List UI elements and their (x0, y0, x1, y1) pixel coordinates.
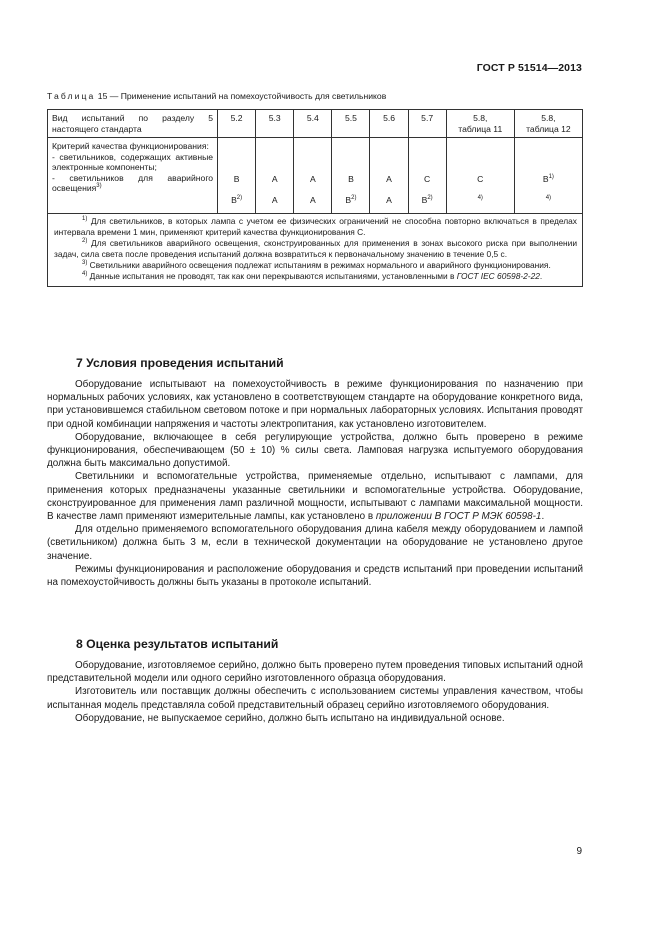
section-7-title: 7 Условия проведения испытаний (76, 356, 284, 370)
footnote-text: . (539, 271, 543, 282)
footnote-text: Светильники аварийного освещения подлежат испытаниям в режимах нормального и аварийного функционирования. (87, 260, 551, 271)
table-notes (48, 214, 583, 287)
criteria-cell (218, 138, 256, 214)
criteria-value-active: C (424, 174, 431, 184)
section-7-body (47, 378, 583, 589)
criteria-cell (408, 138, 446, 214)
col-header-line: таблица 11 (458, 123, 503, 134)
criteria-value-emergency: 4) (477, 195, 483, 201)
table-caption-word: Таблица (47, 91, 96, 101)
criteria-cell (446, 138, 514, 214)
criteria-line: - светильников, содержащих активные электронные компоненты; (52, 151, 214, 172)
paragraph-text: . (541, 511, 545, 523)
criteria-value-emergency: A (271, 195, 278, 205)
table-notes-row (48, 214, 583, 287)
footnote-text: Для светильников аварийного освещения, сконструированных для применения в зонах высокого риска при выполнении задач, сила света после проведения испытаний должна возвратиться к первоначальному значению в течение 0,5 с. (54, 238, 577, 260)
criteria-cell (256, 138, 294, 214)
paragraph (47, 470, 583, 523)
criteria-cell (370, 138, 408, 214)
criteria-cell (294, 138, 332, 214)
criteria-row (48, 138, 583, 214)
footnote-text: Для светильников, в которых лампа с учетом ее физических ограничений не способна повторно включаться в пределах интервала времени 1 мин, применяют критерий качества функционирования С. (54, 216, 577, 238)
col-header (446, 110, 514, 138)
paragraph: Оборудование, изготовляемое серийно, должно быть проверено путем проведения типовых испытаний одной представительной модели или одного серийно изготовленного образца оборудования. (47, 660, 583, 685)
criteria-label (48, 138, 218, 214)
criteria-line: Критерий качества функционирования: (52, 141, 209, 151)
table-note (54, 260, 577, 271)
footnote-mark: 2) (82, 238, 88, 245)
table-caption (47, 91, 386, 101)
paragraph: Изготовитель или поставщик должны обеспечить с использованием системы управления качеством, чтобы испытанная модель представляла собой представительный образец серийно изготовляемого оборудования. (47, 686, 583, 711)
criteria-value-active: B (233, 174, 240, 184)
col-header: 5.6 (370, 110, 408, 138)
criteria-cell (514, 138, 582, 214)
criteria-value-emergency: $B^{2)}$ (345, 195, 357, 205)
criteria-value-emergency: A (309, 195, 316, 205)
paragraph: Оборудование испытывают на помехоустойчивость в режиме функционирования по назначению при нормальных рабочих условиях, как установлено в соответствующем стандарте на оборудование конкретного вида, при установившемся стабильном световом потоке и при нормальных лабораторных условиях. Испытания проводят при одной комбинации напряжения и частоты электропитания, как установлено изготовителем. (47, 379, 583, 430)
paragraph: Оборудование, включающее в себя регулирующие устройства, должно быть проверено в режиме функционирования, обеспечивающем (50 ± 10) % силы света. Ламповая нагрузка испытуемого оборудования должна быть максимально допустимой. (47, 431, 583, 470)
criteria-value-emergency: A (386, 195, 392, 205)
test-type-label: Вид испытаний по разделу 5 настоящего стандарта (48, 110, 218, 138)
criteria-value-active: C (477, 174, 484, 184)
criteria-value-active: B (348, 174, 354, 184)
criteria-value-active: A (386, 174, 392, 184)
criteria-value-emergency: 4) (545, 195, 552, 201)
section-8-title: 8 Оценка результатов испытаний (76, 637, 279, 651)
footnote-text: Данные испытания не проводят, так как они перекрываются испытаниями, установленными в (87, 271, 457, 282)
criteria-line-text: - светильников для аварийного освещения (52, 172, 214, 193)
section-8-body (47, 659, 583, 725)
col-header-line: таблица 12 (526, 123, 571, 134)
document-code: ГОСТ Р 51514—2013 (476, 62, 582, 74)
col-header: 5.4 (294, 110, 332, 138)
standard-reference: приложении В ГОСТ Р МЭК 60598-1 (375, 511, 542, 523)
criteria-cell (332, 138, 370, 214)
col-header-line: 5.8, (541, 113, 556, 123)
criteria-line (52, 173, 213, 194)
table-note (54, 238, 577, 260)
immunity-test-table (47, 109, 583, 287)
table-caption-text: 15 — Применение испытаний на помехоустойчивость для светильников (95, 91, 387, 101)
col-header: 5.2 (218, 110, 256, 138)
criteria-value-active: A (309, 174, 316, 184)
col-header-line: 5.8, (473, 113, 488, 123)
standard-reference: ГОСТ IEC 60598-2-22 (456, 271, 540, 282)
criteria-value-active: A (271, 174, 278, 184)
paragraph: Оборудование, не выпускаемое серийно, должно быть испытано на индивидуальной основе. (75, 712, 505, 724)
table-note (54, 216, 577, 238)
col-header: 5.3 (256, 110, 294, 138)
criteria-value-emergency: $B^{2)}$ (421, 195, 433, 205)
footnote-mark: 1) (82, 216, 88, 222)
col-header (514, 110, 582, 138)
paragraph: Режимы функционирования и расположение оборудования и средств испытаний при проведении испытаний на помехоустойчивость должны быть указаны в протоколе испытаний. (47, 563, 583, 589)
paragraph-text: Светильники и вспомогательные устройства, применяемые отдельно, испытывают с лампами, для применения которых предназначены указанные светильники и вспомогательные устройства. Оборудование, сконструированное для применения ламп различной мощности, испытывают с лампами максимальной мощности. В качестве ламп применяют измерительные лампы, как установлено в (47, 471, 583, 523)
col-header: 5.7 (408, 110, 446, 138)
col-header: 5.5 (332, 110, 370, 138)
footnote-mark: 3) (82, 260, 88, 267)
table-header-row (48, 110, 583, 138)
footnote-mark: 3) (96, 183, 102, 189)
page-number: 9 (576, 846, 582, 857)
footnote-mark: 4) (82, 271, 88, 278)
table-note (54, 271, 577, 282)
paragraph: Для отдельно применяемого вспомогательного оборудования длина кабеля между оборудованием и лампой (светильником) должна быть 3 м, если в технической документации на оборудование не установлено другое значение. (47, 524, 583, 562)
criteria-value-active: $B^{1)}$ (542, 174, 554, 184)
criteria-value-emergency: $B^{2)}$ (231, 195, 243, 205)
